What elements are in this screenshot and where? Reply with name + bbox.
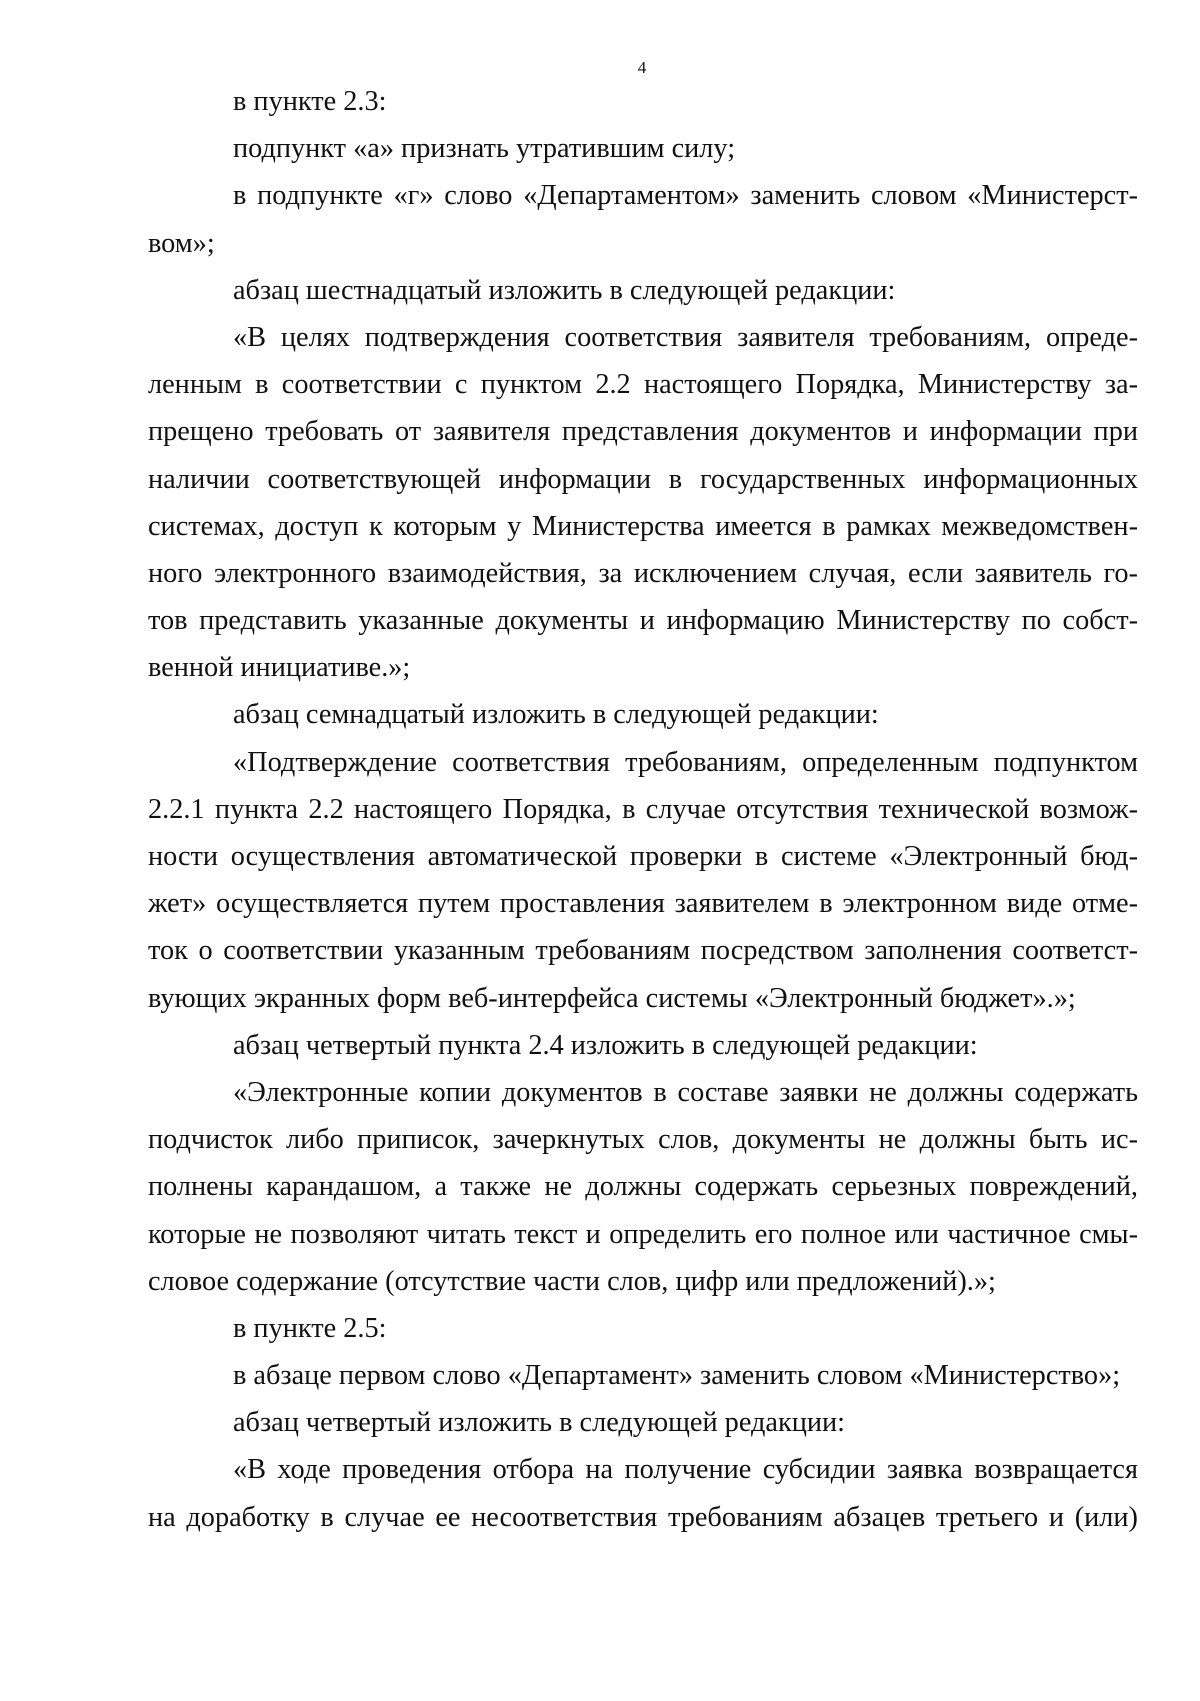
text-line: «В ходе проведения отбора на получение субсидии заявка возвращается: [233, 1454, 1138, 1486]
text-line: на доработку в случае ее несоответствия требованиям абзацев третьего и (или): [148, 1501, 1138, 1533]
text-line: абзац шестнадцатый изложить в следующей редакции:: [233, 274, 896, 306]
text-line: жет» осуществляется путем проставления заявителем в электронном виде отме-: [148, 888, 1138, 920]
text-line: 2.2.1 пункта 2.2 настоящего Порядка, в случае отсутствия технической возмож-: [148, 793, 1138, 825]
text-line: абзац четвертый пункта 2.4 изложить в следующей редакции:: [233, 1029, 978, 1061]
text-line: вующих экранных форм веб-интерфейса системы «Электронный бюджет».»;: [148, 982, 1076, 1014]
text-line: венной инициативе.»;: [148, 652, 411, 684]
text-line: ного электронного взаимодействия, за исключением случая, если заявитель го-: [148, 557, 1138, 589]
text-line: прещено требовать от заявителя представления документов и информации при: [148, 416, 1138, 448]
text-line: «В целях подтверждения соответствия заявителя требованиям, опреде-: [233, 321, 1138, 353]
text-line: в подпункте «г» слово «Департаментом» заменить словом «Министерст-: [233, 180, 1138, 212]
text-line: полнены карандашом, а также не должны содержать серьезных повреждений,: [148, 1171, 1138, 1203]
document-body: [148, 78, 1138, 1541]
page-number: 4: [637, 58, 647, 77]
text-line: в пункте 2.3:: [233, 86, 387, 117]
text-line: в пункте 2.5:: [233, 1312, 387, 1344]
text-line: «Подтверждение соответствия требованиям, определенным подпунктом: [233, 746, 1138, 778]
text-line: словое содержание (отсутствие части слов, цифр или предложений).»;: [148, 1265, 996, 1297]
text-line: ток о соответствии указанным требованиям посредством заполнения соответст-: [148, 935, 1138, 967]
text-line: вом»;: [148, 227, 215, 259]
text-line: в абзаце первом слово «Департамент» заменить словом «Министерство»;: [233, 1360, 1121, 1392]
text-line: наличии соответствующей информации в государственных информационных: [148, 463, 1138, 495]
text-line: которые не позволяют читать текст и определить его полное или частичное смы-: [148, 1218, 1138, 1250]
text-line: «Электронные копии документов в составе заявки не должны содержать: [233, 1076, 1138, 1108]
text-line: подпункт «а» признать утратившим силу;: [233, 133, 736, 165]
text-line: ности осуществления автоматической проверки в системе «Электронный бюд-: [148, 841, 1138, 872]
text-line: ленным в соответствии с пунктом 2.2 настоящего Порядка, Министерству за-: [148, 369, 1138, 401]
text-line: системах, доступ к которым у Министерства имеется в рамках межведомствен-: [148, 510, 1138, 542]
text-line: тов представить указанные документы и информацию Министерству по собст-: [148, 605, 1138, 637]
text-line: абзац семнадцатый изложить в следующей редакции:: [233, 699, 879, 731]
text-line: подчисток либо приписок, зачеркнутых слов, документы не должны быть ис-: [148, 1124, 1138, 1156]
text-line: абзац четвертый изложить в следующей редакции:: [233, 1407, 846, 1439]
